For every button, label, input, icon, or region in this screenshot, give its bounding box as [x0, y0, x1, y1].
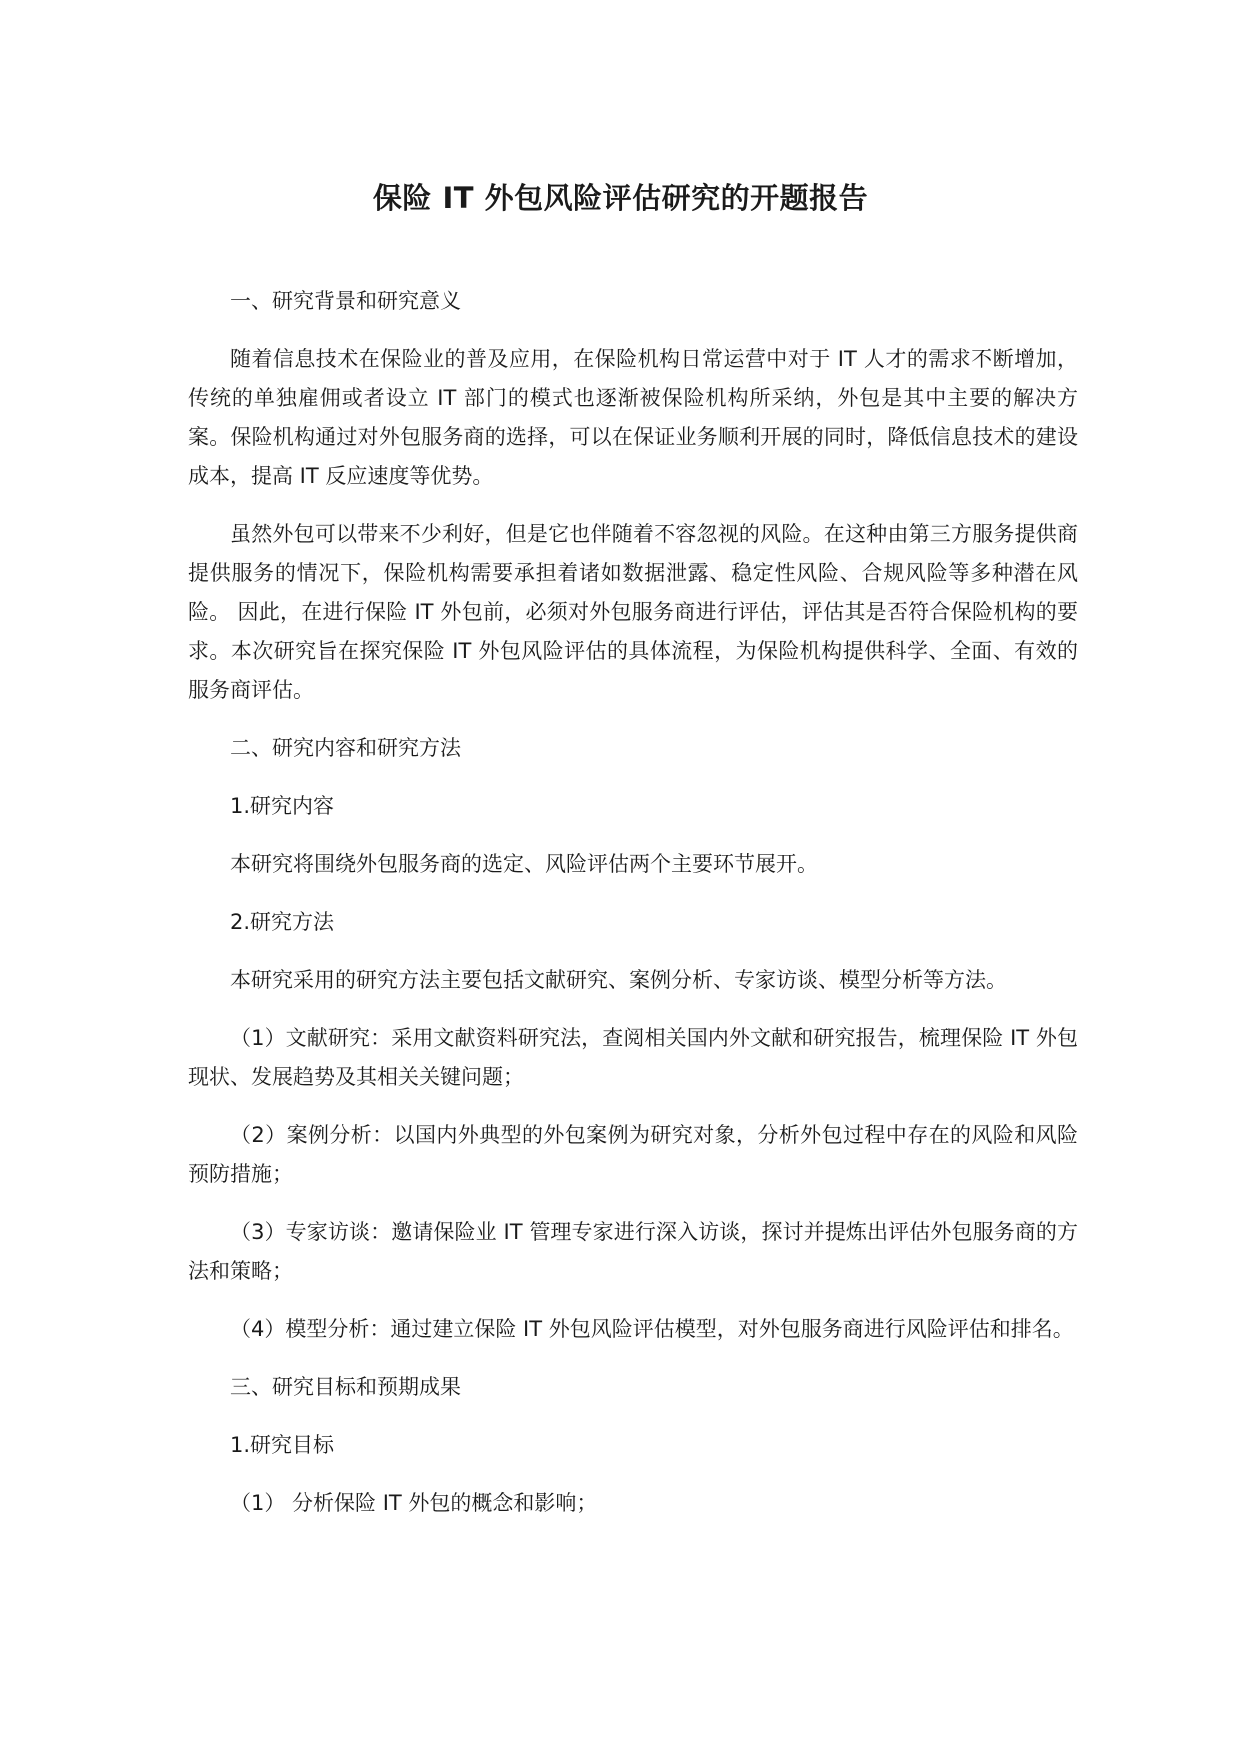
section-heading-goals: 三、研究目标和预期成果: [230, 1375, 461, 1399]
section-heading-background: 一、研究背景和研究意义: [230, 289, 461, 313]
paragraph-background-1: 随着信息技术在保险业的普及应用，在保险机构日常运营中对于 IT 人才的需求不断增加，传统的单独雇佣或者设立 IT 部门的模式也逐渐被保险机构所采纳，外包是其中主要的解决方案。保险机构通过对外包服务商的选择，可以在保证业务顺利开展的同时，降低信息技术的建设成本，提高 IT 反应速度等优势。: [188, 347, 1078, 488]
subheading-research-goal: 1.研究目标: [230, 1433, 335, 1457]
list-item-expert-interview: （3）专家访谈：邀请保险业 IT 管理专家进行深入访谈，探讨并提炼出评估外包服务商的方法和策略；: [188, 1220, 1078, 1283]
subheading-research-content: 1.研究内容: [230, 794, 335, 818]
list-item-goal-1: （1） 分析保险 IT 外包的概念和影响；: [230, 1491, 598, 1515]
list-item-model-analysis: （4）模型分析：通过建立保险 IT 外包风险评估模型，对外包服务商进行风险评估和排名。: [230, 1317, 1074, 1341]
subheading-research-method: 2.研究方法: [230, 910, 335, 934]
paragraph-research-method: 本研究采用的研究方法主要包括文献研究、案例分析、专家访谈、模型分析等方法。: [230, 968, 1007, 992]
list-item-literature: （1）文献研究：采用文献资料研究法，查阅相关国内外文献和研究报告，梳理保险 IT 外包现状、发展趋势及其相关关键问题；: [188, 1026, 1078, 1089]
document-body: [188, 282, 1078, 1542]
section-heading-content-method: 二、研究内容和研究方法: [230, 736, 461, 760]
document-title: 保险 IT 外包风险评估研究的开题报告: [372, 181, 869, 215]
paragraph-research-content: 本研究将围绕外包服务商的选定、风险评估两个主要环节展开。: [230, 852, 818, 876]
list-item-case-study: （2）案例分析：以国内外典型的外包案例为研究对象，分析外包过程中存在的风险和风险预防措施；: [188, 1123, 1078, 1186]
paragraph-background-2: 虽然外包可以带来不少利好，但是它也伴随着不容忽视的风险。在这种由第三方服务提供商提供服务的情况下，保险机构需要承担着诸如数据泄露、稳定性风险、合规风险等多种潜在风险。 因此，在进行保险 IT 外包前，必须对外包服务商进行评估，评估其是否符合保险机构的要求。本次研究旨在探究保险 IT 外包风险评估的具体流程，为保险机构提供科学、全面、有效的服务商评估。: [188, 522, 1078, 702]
